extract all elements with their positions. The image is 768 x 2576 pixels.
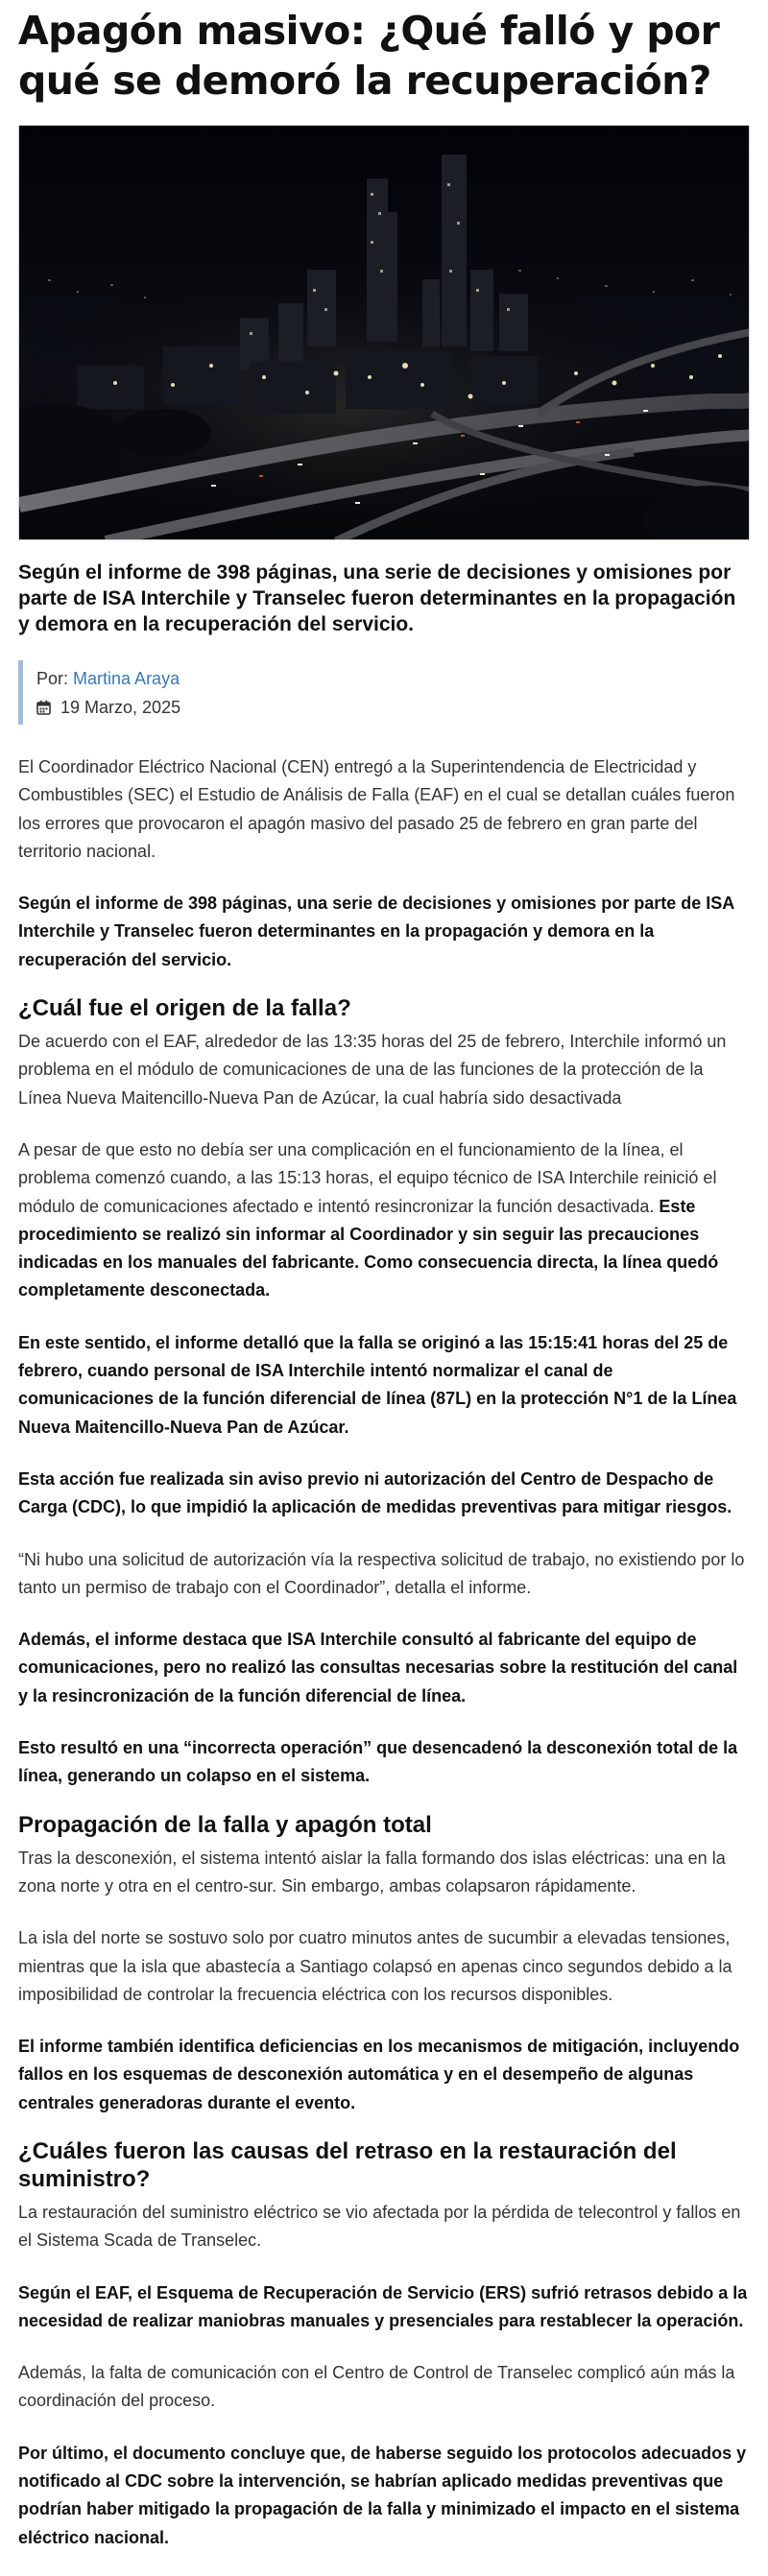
paragraph: Según el informe de 398 páginas, una serie de decisiones y omisiones por parte de ISA Interchile y Transelec fueron determinantes en la propagación y demora en la recuperación del servicio. (18, 894, 734, 969)
paragraph: Esta acción fue realizada sin aviso previo ni autorización del Centro de Despacho de Carga (CDC), lo que impidió la aplicación de medidas preventivas para mitigar riesgos. (18, 1468, 732, 1517)
paragraph: De acuerdo con el EAF, alrededor de las 13:35 horas del 25 de febrero, Interchile informó un problema en el módulo de comunicaciones de una de las funciones de la protección de la Línea Nueva Maitencillo-Nueva Pan de Azúcar, la cual habría sido desactivada (18, 1032, 727, 1108)
article-title: Apagón masivo: ¿Qué falló y por qué se demoró la recuperación? (18, 8, 720, 104)
paragraph: El Coordinador Eléctrico Nacional (CEN) entregó a la Superintendencia de Electricidad y Combustibles (SEC) el Estudio de Análisis de Falla (EAF) en el cual se detallan cuáles fueron los errores que provocaron el apagón masivo del pasado 25 de febrero en gran parte del territorio nacional. (18, 757, 735, 861)
section-heading: Propagación de la falla y apagón total (18, 1811, 432, 1838)
paragraph: Según el EAF, el Esquema de Recuperación de Servicio (ERS) sufrió retrasos debido a la necesidad de realizar maniobras manuales y presenciales para restablecer la operación. (18, 2282, 748, 2330)
publish-date: 19 Marzo, 2025 (60, 698, 181, 717)
paragraph-emphasis: Este procedimiento se realizó sin informar al Coordinador y sin seguir las precauciones indicadas en los manuales del fabricante. Como consecuencia directa, la línea quedó completamente desconectada. (18, 1196, 719, 1300)
paragraph-text: A pesar de que esto no debía ser una complicación en el funcionamiento de la línea, el problema comenzó cuando, a las 15:13 horas, el equipo técnico de ISA Interchile reinició el módulo de comunicaciones afectado e intentó resincronizar la función desactivada. (18, 1139, 717, 1216)
paragraph: Tras la desconexión, el sistema intentó aislar la falla formando dos islas eléctricas: una en la zona norte y otra en el centro-sur. Sin embargo, ambas colapsaron rápidamente. (18, 1848, 726, 1896)
section-heading: ¿Cuáles fueron las causas del retraso en la restauración del suministro? (18, 2137, 677, 2192)
section-heading: ¿Cuál fue el origen de la falla? (18, 995, 351, 1022)
byline (18, 660, 750, 725)
paragraph: Además, la falta de comunicación con el Centro de Control de Transelec complicó aún más la coordinación del proceso. (18, 2363, 735, 2411)
paragraph: Por último, el documento concluye que, de haberse seguido los protocolos adecuados y notificado al CDC sobre la intervención, se habrían aplicado medidas preventivas que podrían haber mitigado la propagación de la falla y minimizado el impacto en el sistema eléctrico nacional. (18, 2443, 747, 2547)
author-line (36, 664, 750, 693)
date-line (36, 693, 750, 722)
author-link[interactable]: Martina Araya (73, 669, 180, 688)
quote-paragraph: “Ni hubo una solicitud de autorización vía la respectiva solicitud de trabajo, no existiendo por lo tanto un permiso de trabajo con el Coordinador”, detalla el informe. (18, 1549, 745, 1597)
paragraph: Además, el informe destaca que ISA Interchile consultó al fabricante del equipo de comunicaciones, pero no realizó las consultas necesarias sobre la restitución del canal y la resincronización de la función diferencial de línea. (18, 1630, 738, 1705)
paragraph: La restauración del suministro eléctrico se vio afectada por la pérdida de telecontrol y fallos en el Sistema Scada de Transelec. (18, 2202, 741, 2251)
paragraph (18, 1136, 750, 1305)
paragraph: En este sentido, el informe detalló que la falla se originó a las 15:15:41 horas del 25 de febrero, cuando personal de ISA Interchile intentó normalizar el canal de comunicaciones de la función diferencial de línea (87L) en la protección N°1 de la Línea Nueva Maitencillo-Nueva Pan de Azúcar. (18, 1332, 737, 1437)
night-city-photo (19, 126, 750, 540)
hero-image (18, 125, 750, 540)
article-lead: Según el informe de 398 páginas, una serie de decisiones y omisiones por parte de ISA Interchile y Transelec fueron determinantes en la propagación y demora en la recuperación del servicio. (18, 561, 736, 635)
paragraph: La isla del norte se sostuvo solo por cuatro minutos antes de sucumbir a elevadas tensiones, mientras que la isla que abastecía a Santiago colapsó en apenas cinco segundos debido a la imposibilidad de controlar la frecuencia eléctrica con los recursos disponibles. (18, 1928, 732, 2004)
calendar-icon (36, 700, 51, 715)
by-label: Por: (36, 669, 69, 688)
paragraph: Esto resultó en una “incorrecta operación” que desencadenó la desconexión total de la línea, generando un colapso en el sistema. (18, 1738, 738, 1786)
paragraph: El informe también identifica deficiencias en los mecanismos de mitigación, incluyendo fallos en los esquemas de desconexión automática y en el desempeño de algunas centrales generadoras durante el evento. (18, 2037, 740, 2112)
